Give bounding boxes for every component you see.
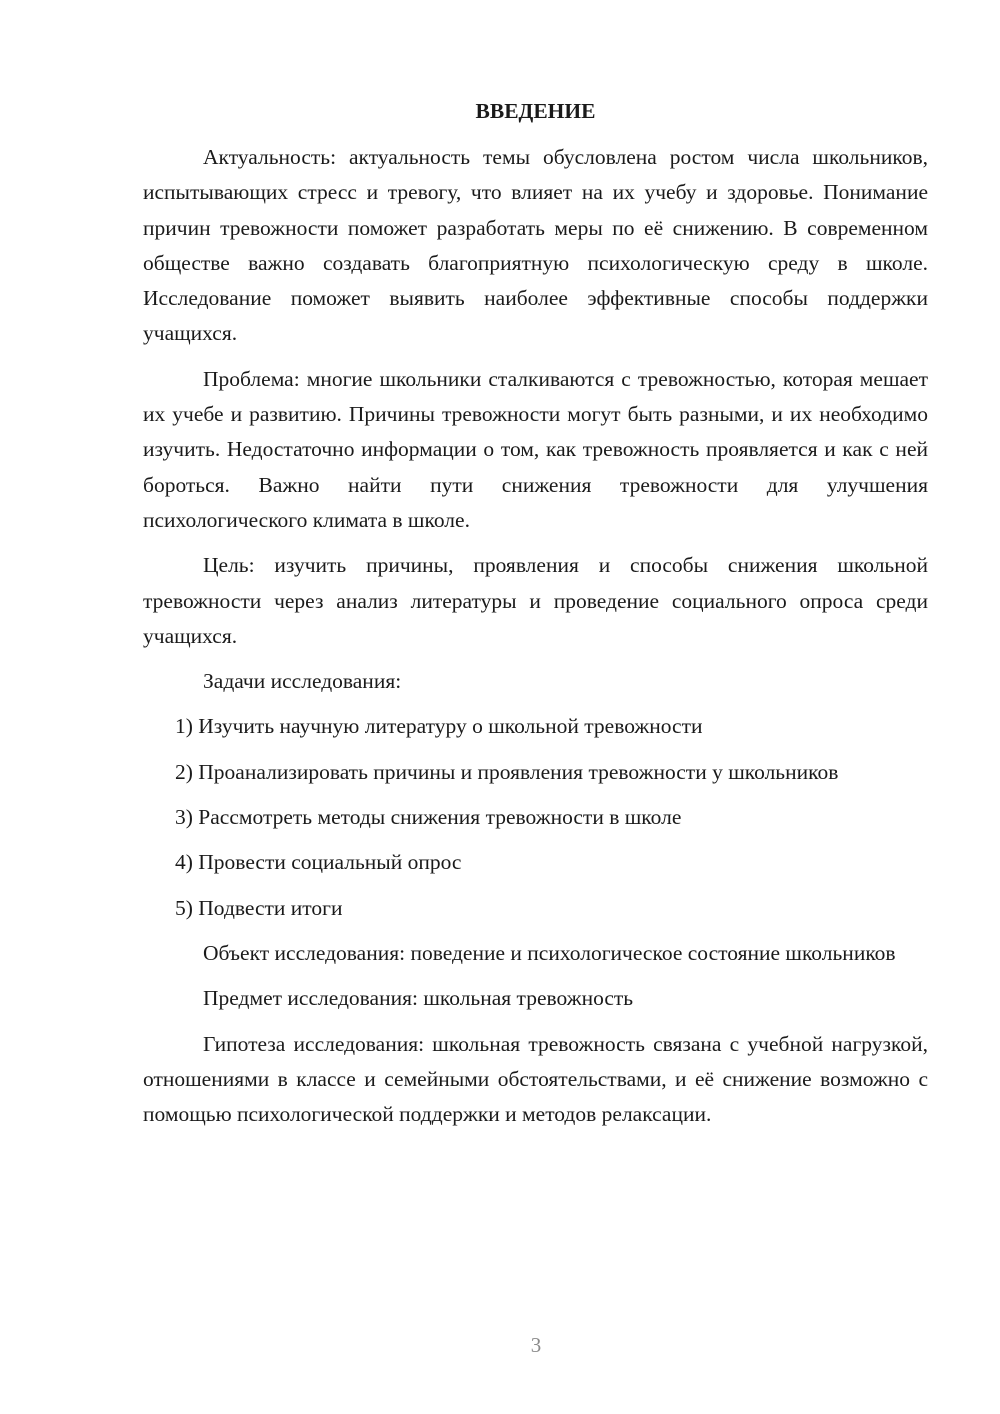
page-number: 3 xyxy=(530,1333,542,1357)
hypothesis-paragraph: Гипотеза исследования: школьная тревожность связана с учебной нагрузкой, отношениями в классе и семейными обстоятельствами, и её снижение возможно с помощью психологической поддержки и методов релаксации. xyxy=(143,1031,928,1127)
task-item-3: 3) Рассмотреть методы снижения тревожности в школе xyxy=(175,805,682,830)
task-item-4: 4) Провести социальный опрос xyxy=(175,850,462,875)
document-page xyxy=(143,96,928,1142)
goal-paragraph: Цель: изучить причины, проявления и способы снижения школьной тревожности через анализ литературы и проведение социального опроса среди учащихся. xyxy=(143,553,928,648)
task-item-5: 5) Подвести итоги xyxy=(175,895,343,920)
problem-paragraph: Проблема: многие школьники сталкиваются с тревожностью, которая мешает их учебе и развитию. Причины тревожности могут быть разными, и их необходимо изучить. Недостаточно информации о том, как тревожность проявляется и как с ней бороться. Важно найти пути снижения тревожности для улучшения психологического климата в школе. xyxy=(143,366,928,532)
object-paragraph: Объект исследования: поведение и психологическое состояние школьников xyxy=(203,940,896,965)
task-item-2: 2) Проанализировать причины и проявления тревожности у школьников xyxy=(175,759,839,784)
task-item-1: 1) Изучить научную литературу о школьной тревожности xyxy=(175,714,703,739)
tasks-heading: Задачи исследования: xyxy=(203,669,402,694)
section-title: ВВЕДЕНИЕ xyxy=(475,99,596,123)
subject-paragraph: Предмет исследования: школьная тревожность xyxy=(203,986,634,1011)
relevance-paragraph: Актуальность: актуальность темы обусловлена ростом числа школьников, испытывающих стресс и тревогу, что влияет на их учебу и здоровье. Понимание причин тревожности поможет разработать меры по её снижению. В современном обществе важно создавать благоприятную психологическую среду в школе. Исследование поможет выявить наиболее эффективные способы поддержки учащихся. xyxy=(143,145,928,346)
